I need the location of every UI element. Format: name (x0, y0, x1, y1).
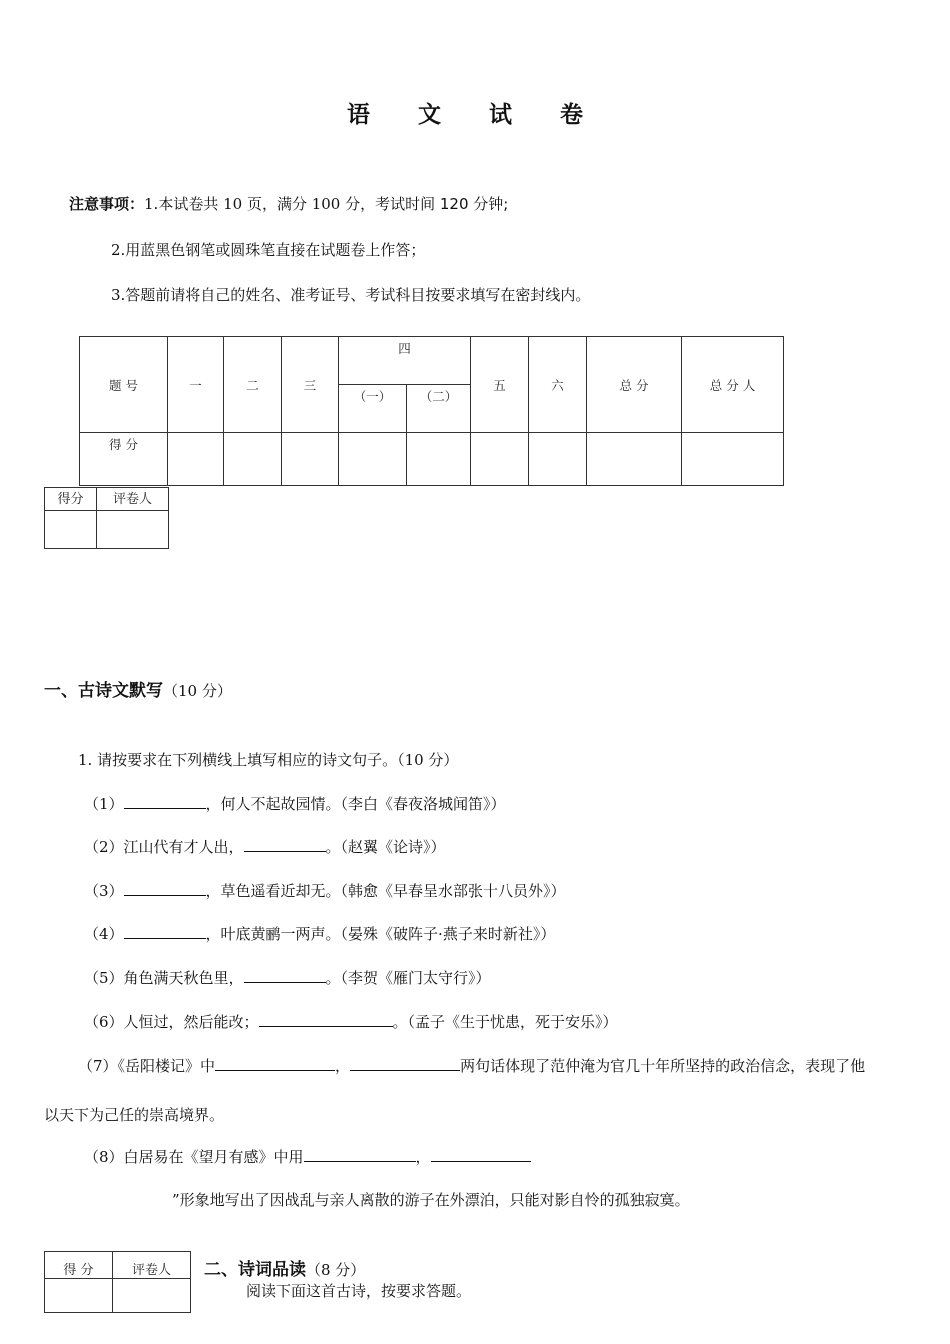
grader-box-score-cell[interactable] (45, 1279, 113, 1313)
score-table-col-1: 一 (168, 337, 224, 433)
item-7-continued: 以天下为己任的崇高境界。 (44, 1106, 225, 1124)
answer-blank[interactable] (244, 836, 326, 852)
score-cell[interactable] (339, 433, 407, 486)
item-8-pre: （8）白居易在《望月有感》中用 (84, 1148, 304, 1166)
score-cell[interactable] (682, 433, 784, 486)
grader-box-grader-cell[interactable] (97, 511, 169, 549)
item-5 (84, 967, 491, 988)
grader-box-1 (44, 487, 169, 549)
score-cell[interactable] (282, 433, 339, 486)
grader-box-grader-label: 评卷人 (113, 1252, 191, 1279)
item-5-pre: （5）角色满天秋色里， (84, 969, 244, 987)
section-2-heading (204, 1255, 365, 1280)
notes-line-3: 3.答题前请将自己的姓名、准考证号、考试科目按要求填写在密封线内。 (111, 286, 591, 304)
score-cell[interactable] (587, 433, 682, 486)
score-table-subcol-2: （二） (407, 385, 471, 433)
answer-blank[interactable] (259, 1011, 393, 1027)
item-8-continued: ”形象地写出了因战乱与亲人离散的游子在外漂泊，只能对影自怜的孤独寂寞。 (172, 1191, 690, 1209)
item-3-post: ，草色遥看近却无。（韩愈《早春呈水部张十八员外》） (205, 882, 566, 900)
score-table-subcol-1: （一） (339, 385, 407, 433)
item-7-pre: （7）《岳阳楼记》中 (78, 1057, 216, 1075)
item-4-pre: （4） (84, 925, 124, 943)
section-1-points: （10 分） (163, 682, 232, 700)
answer-blank[interactable] (244, 967, 326, 983)
score-table-col-grader: 总 分 人 (682, 337, 784, 433)
item-7 (78, 1055, 865, 1076)
score-cell[interactable] (224, 433, 282, 486)
notes-label: 注意事项： (69, 195, 145, 213)
score-table-score-label: 得 分 (80, 433, 168, 486)
answer-blank[interactable] (124, 793, 206, 809)
page-title: 语 文 试 卷 (346, 102, 604, 128)
item-7-post: 两句话体现了范仲淹为官几十年所坚持的政治信念，表现了他 (460, 1057, 866, 1075)
section-2-points: （8 分） (306, 1261, 366, 1279)
grader-box-score-cell[interactable] (45, 511, 97, 549)
answer-blank[interactable] (304, 1146, 416, 1162)
score-table-col-5: 五 (471, 337, 529, 433)
item-8 (84, 1146, 531, 1167)
grader-box-grader-cell[interactable] (113, 1279, 191, 1313)
answer-blank[interactable] (431, 1146, 531, 1162)
grader-box-2 (44, 1251, 191, 1313)
section-2-intro: 阅读下面这首古诗，按要求答题。 (246, 1282, 472, 1300)
notes-line-2: 2.用蓝黑色钢笔或圆珠笔直接在试题卷上作答； (111, 241, 426, 259)
score-cell[interactable] (471, 433, 529, 486)
answer-blank[interactable] (124, 880, 206, 896)
question-1: 1. 请按要求在下列横线上填写相应的诗文句子。（10 分） (78, 751, 459, 769)
item-4-post: ，叶底黄鹂一两声。（晏殊《破阵子·燕子来时新社》） (205, 925, 556, 943)
notes-line1-text: 1.本试卷共 10 页，满分 100 分， (144, 195, 376, 213)
score-table-col-4: 四 (339, 337, 471, 385)
answer-blank[interactable] (124, 923, 206, 939)
item-6-post: 。（孟子《生于忧患，死于安乐》） (392, 1013, 618, 1031)
item-5-post: 。（李贺《雁门太守行》） (325, 969, 491, 987)
score-table-col-6: 六 (529, 337, 587, 433)
item-1-pre: （1） (84, 795, 124, 813)
score-table-header-label: 题 号 (80, 337, 168, 433)
answer-blank[interactable] (350, 1055, 460, 1071)
item-7-mid: ， (335, 1057, 351, 1075)
grader-box-grader-label: 评卷人 (97, 488, 169, 511)
section-1-heading (44, 676, 232, 701)
section-2-title: 二、诗词品读 (204, 1260, 306, 1280)
item-4 (84, 923, 555, 944)
item-3-pre: （3） (84, 882, 124, 900)
score-table (79, 336, 784, 486)
item-2 (84, 836, 446, 857)
item-1 (84, 793, 506, 814)
score-cell[interactable] (168, 433, 224, 486)
item-1-post: ，何人不起故园情。（李白《春夜洛城闻笛》） (205, 795, 506, 813)
item-2-pre: （2）江山代有才人出， (84, 838, 244, 856)
item-3 (84, 880, 566, 901)
notes-line-1 (69, 194, 508, 214)
score-cell[interactable] (529, 433, 587, 486)
item-6 (84, 1011, 618, 1032)
score-table-col-2: 二 (224, 337, 282, 433)
score-table-col-total: 总 分 (587, 337, 682, 433)
item-6-pre: （6）人恒过，然后能改； (84, 1013, 259, 1031)
grader-box-score-label: 得 分 (45, 1252, 113, 1279)
notes-line1-time: 考试时间 120 分钟; (375, 195, 509, 213)
answer-blank[interactable] (215, 1055, 335, 1071)
score-table-col-3: 三 (282, 337, 339, 433)
grader-box-score-label: 得分 (45, 488, 97, 511)
item-2-post: 。（赵翼《论诗》） (325, 838, 446, 856)
item-8-mid: ， (415, 1148, 431, 1166)
section-1-title: 一、古诗文默写 (44, 681, 163, 701)
score-cell[interactable] (407, 433, 471, 486)
